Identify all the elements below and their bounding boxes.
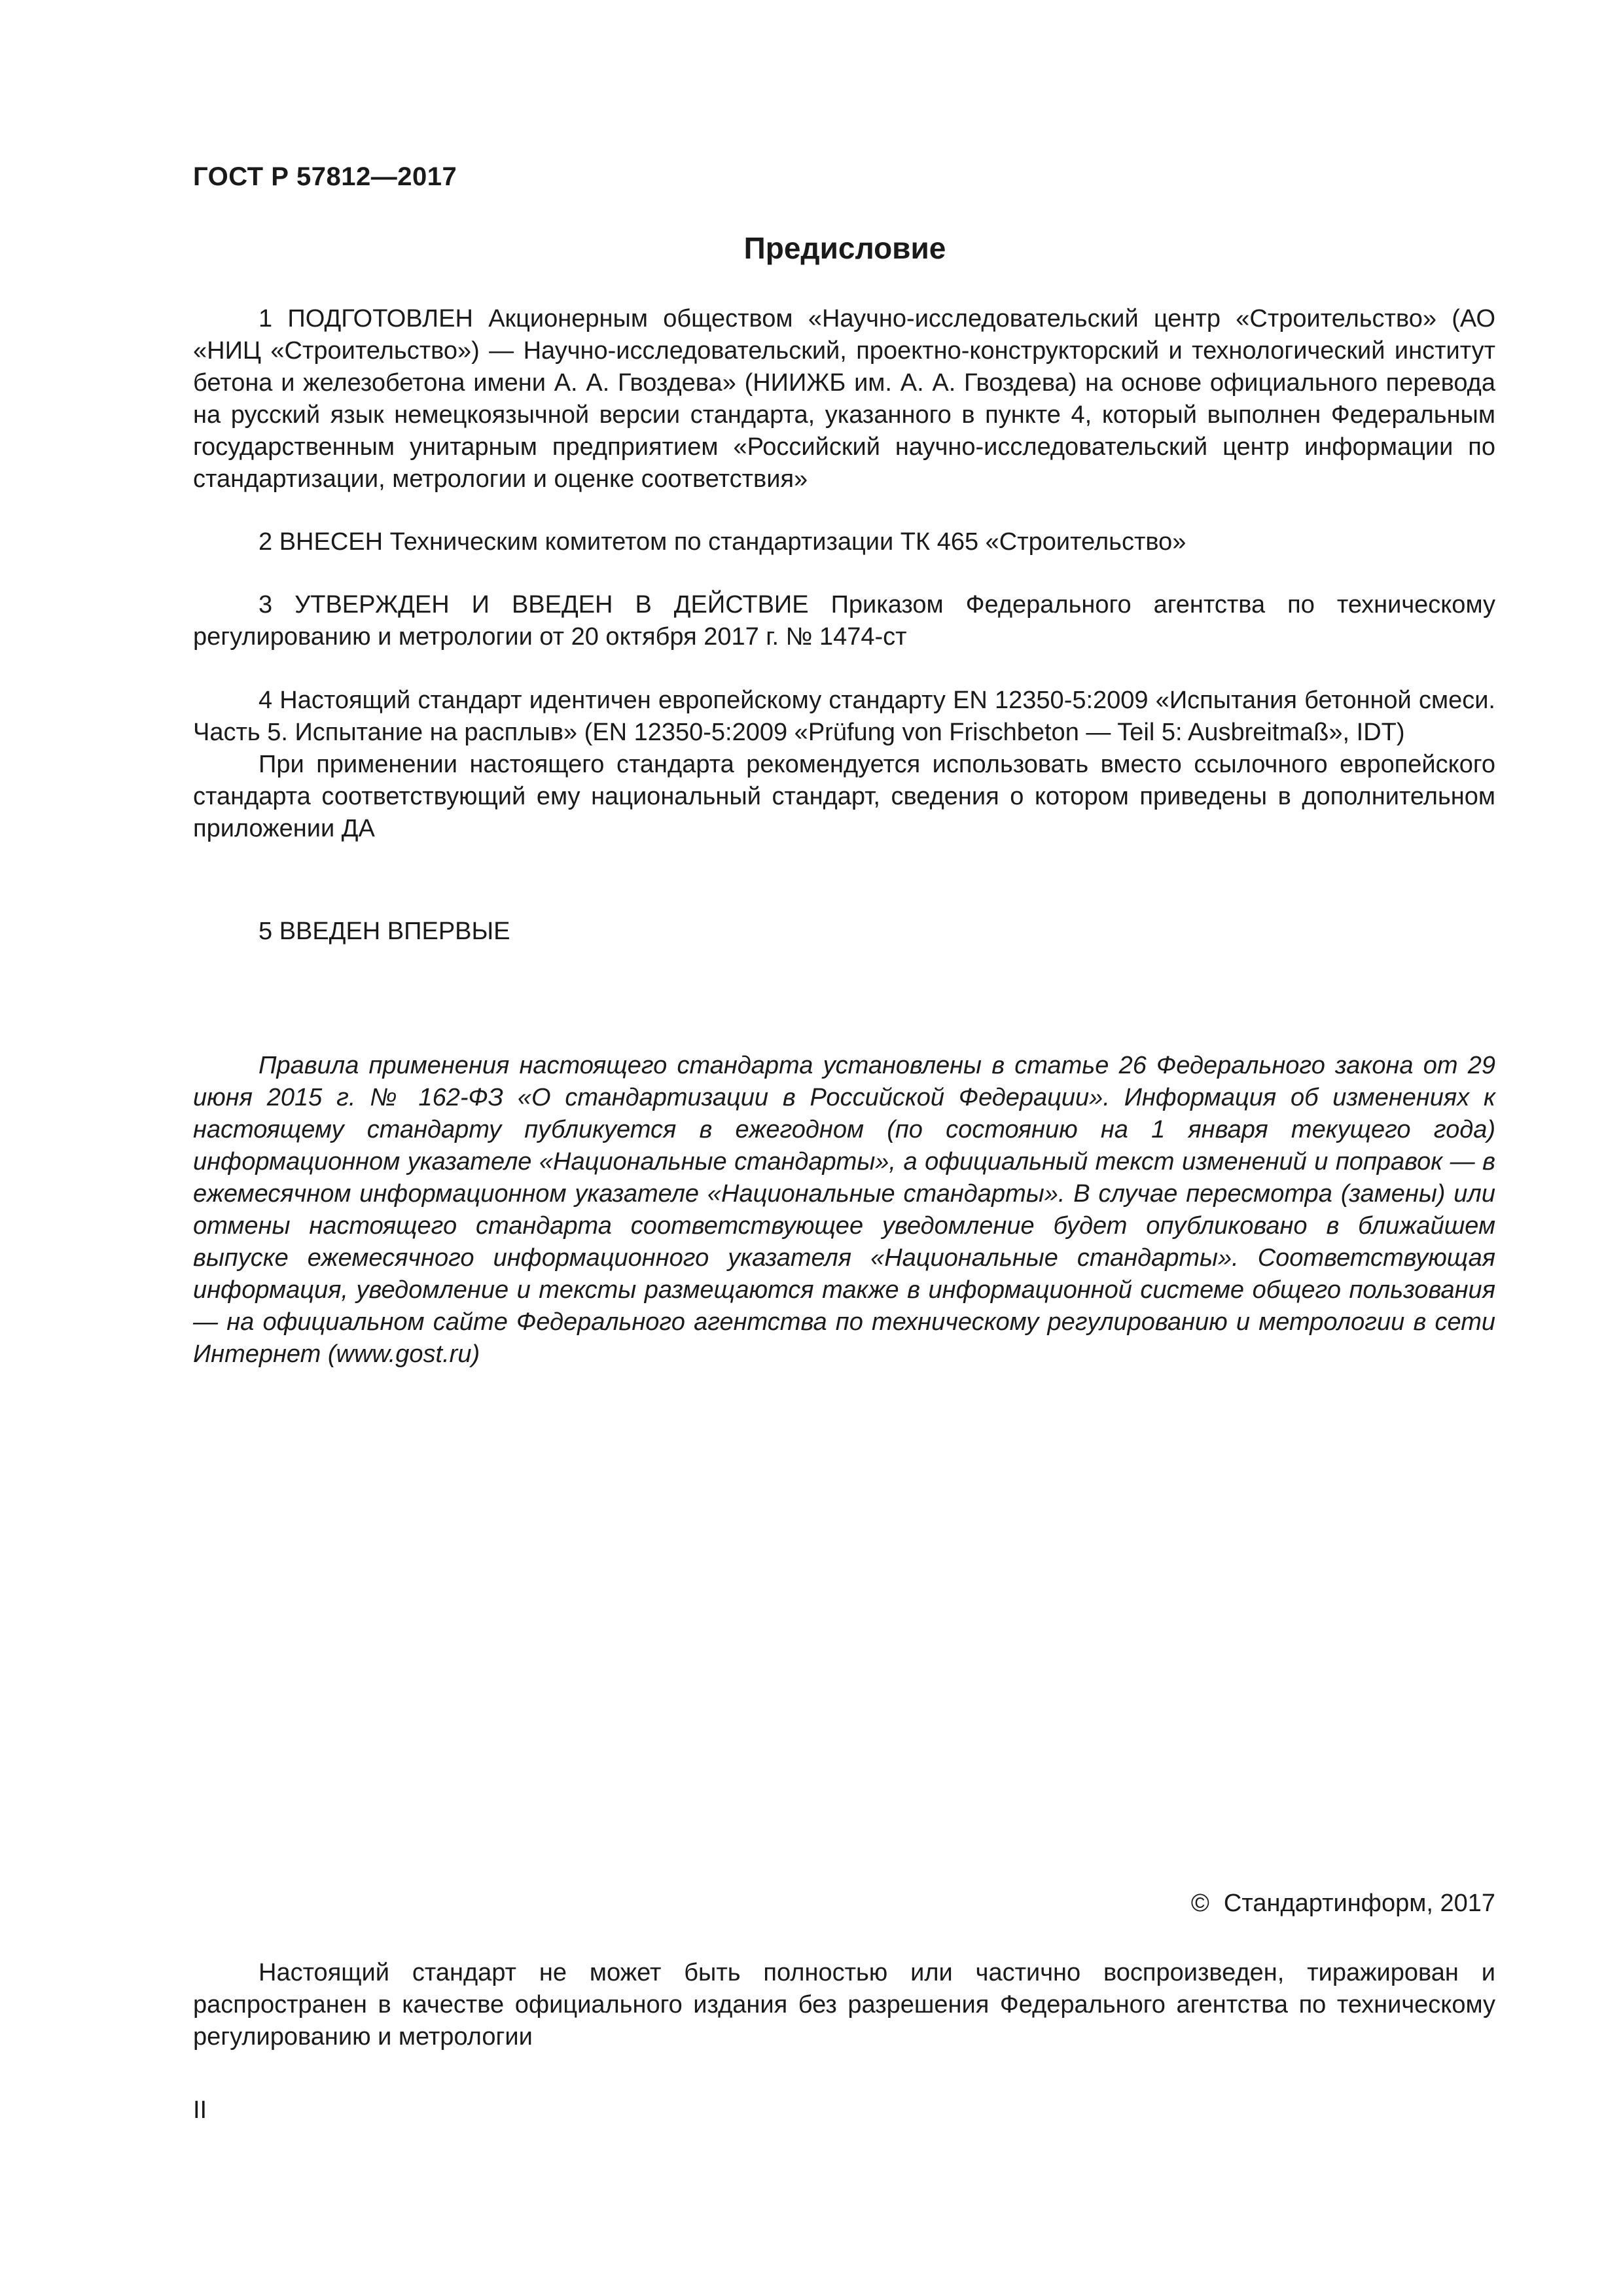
item-5-text: 5 ВВЕДЕН ВПЕРВЫЕ [259, 918, 510, 945]
copyright-text: Стандартинформ, 2017 [1223, 1890, 1495, 1917]
copyright-line [1191, 1890, 1495, 1918]
foreword-item-3 [193, 589, 1495, 653]
item-4-continuation: При применении настоящего стандарта рекомендуется использовать вместо ссылочного европейского стандарта соответствующий ему национальный стандарт, сведения о котором приведены в дополнительном приложении ДА [193, 751, 1495, 842]
reproduction-notice: Настоящий стандарт не может быть полностью или частично воспроизведен, тиражирован и распространен в качестве официального издания без разрешения Федерального агентства по техническому регулированию и метрологии [193, 1959, 1495, 2051]
page-number: II [193, 2096, 207, 2124]
foreword-item-2 [193, 526, 1495, 558]
foreword-item-1 [193, 303, 1495, 495]
item-1-text: 1 ПОДГОТОВЛЕН Акционерным обществом «Научно-исследовательский центр «Строительство» (АО «НИЦ «Строительство») — Научно-исследовательский, проектно-конструкторский и технологический институт бетона и железобетона имени А. А. Гвоздева» (НИИЖБ им. А. А. Гвоздева) на основе официального перевода на русский язык немецкоязычной версии стандарта, указанного в пункте 4, который выполнен Федеральным государственным унитарным предприятием «Российский научно-исследовательский центр информации по стандартизации, метрологии и оценке соответствия» [193, 305, 1495, 493]
rules-notice: Правила применения настоящего стандарта установлены в статье 26 Федерального закона от 29 июня 2015 г. № 162-ФЗ «О стандартизации в Российской Федерации». Информация об изменениях к настоящему стандарту публикуется в ежегодном (по состоянию на 1 января текущего года) информационном указателе «Национальные стандарты», а официальный текст изменений и поправок — в ежемесячном информационном указателе «Национальные стандарты». В случае пересмотра (замены) или отмены настоящего стандарта соответствующее уведомление будет опубликовано в ближайшем выпуске ежемесячного информационного указателя «Национальные стандарты». Соответствующая информация, уведомление и тексты размещаются также в информационной системе общего пользования — на официальном сайте Федерального агентства по техническому регулированию и метрологии в сети Интернет (www.gost.ru) [193, 1052, 1495, 1368]
item-4-text: 4 Настоящий стандарт идентичен европейскому стандарту EN 12350-5:2009 «Испытания бетонной смеси. Часть 5. Испытание на расплыв» (EN 12350-5:2009 «Prüfung von Frischbeton — Teil 5: Ausbreitmaß», IDT) [193, 687, 1495, 746]
page-title: Предисловие [743, 231, 946, 265]
item-3-text: 3 УТВЕРЖДЕН И ВВЕДЕН В ДЕЙСТВИЕ Приказом Федерального агентства по техническому регулированию и метрологии от 20 октября 2017 г. № 1474-ст [193, 591, 1495, 651]
foreword-item-4 [193, 685, 1495, 845]
copyright-symbol: © [1190, 1890, 1209, 1917]
item-2-text: 2 ВНЕСЕН Техническим комитетом по стандартизации ТК 465 «Строительство» [259, 528, 1186, 556]
foreword-item-5 [193, 916, 1495, 948]
document-code: ГОСТ Р 57812—2017 [193, 162, 457, 191]
